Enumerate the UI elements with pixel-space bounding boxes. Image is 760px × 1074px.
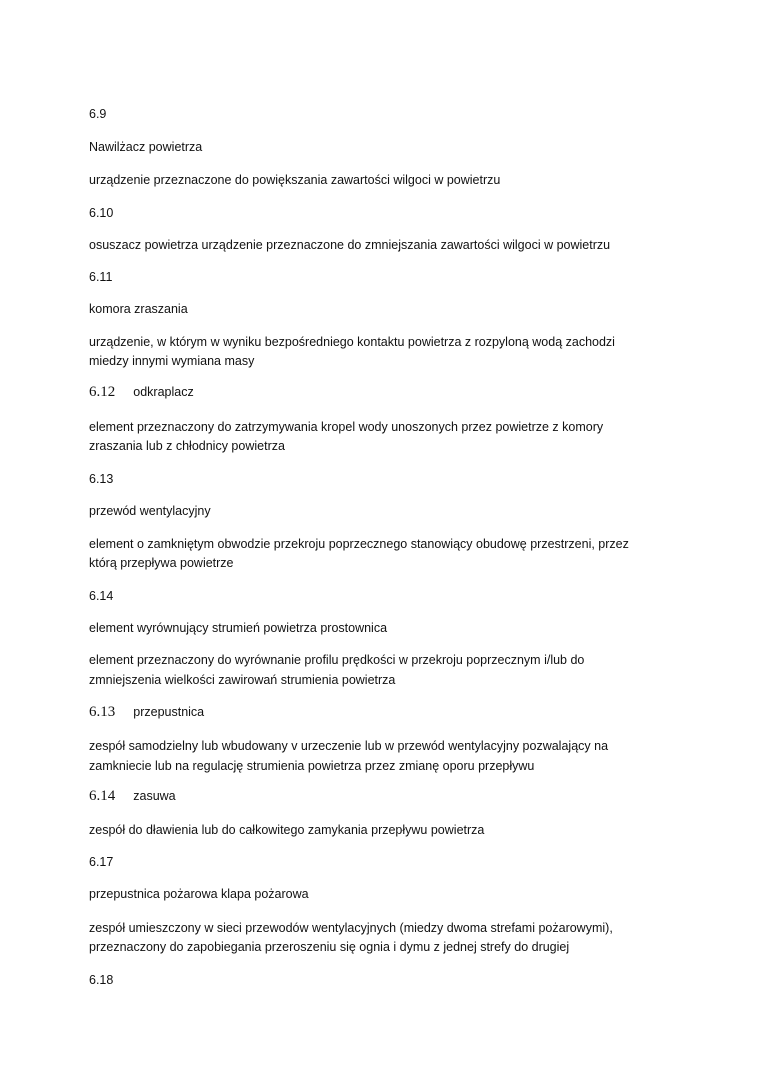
- term: zasuwa: [133, 789, 176, 803]
- section-number: 6.14: [89, 788, 116, 804]
- definition-line: przeznaczony do zapobiegania przeroszeniu się ognia i dymu z jednej strefy do drugiej: [89, 940, 570, 954]
- term: Nawilżacz powietrza: [89, 140, 203, 154]
- section-number: 6.17: [89, 855, 114, 869]
- definition-line: miedzy innymi wymiana masy: [89, 354, 255, 368]
- section-number: 6.13: [89, 704, 116, 720]
- definition-line: zraszania lub z chłodnicy powietrza: [89, 439, 285, 453]
- numbered-term: [89, 788, 176, 804]
- term: przepustnica pożarowa klapa pożarowa: [89, 887, 309, 901]
- definition-line: zamkniecie lub na regulację strumienia powietrza przez zmianę oporu przepływu: [89, 759, 535, 773]
- section-number: 6.10: [89, 206, 114, 220]
- term: przewód wentylacyjny: [89, 504, 211, 518]
- definition-line: urządzenie przeznaczone do powiększania zawartości wilgoci w powietrzu: [89, 173, 501, 187]
- section-number: 6.18: [89, 973, 114, 987]
- numbered-term: [89, 384, 194, 400]
- definition-line: zespół do dławienia lub do całkowitego zamykania przepływu powietrza: [89, 823, 485, 837]
- definition-line: element przeznaczony do wyrównanie profilu prędkości w przekroju poprzecznym i/lub do: [89, 653, 585, 667]
- section-number: 6.9: [89, 107, 107, 121]
- definition-line: zespół samodzielny lub wbudowany v urzeczenie lub w przewód wentylacyjny pozwalający na: [89, 739, 609, 753]
- section-number: 6.13: [89, 472, 114, 486]
- definition-line: którą przepływa powietrze: [89, 556, 234, 570]
- term: odkraplacz: [133, 385, 194, 399]
- term: przepustnica: [133, 705, 205, 719]
- section-number: 6.12: [89, 384, 116, 400]
- definition-line: element przeznaczony do zatrzymywania kropel wody unoszonych przez powietrze z komory: [89, 420, 604, 434]
- definition-line: urządzenie, w którym w wyniku bezpośredniego kontaktu powietrza z rozpyloną wodą zachodzi: [89, 335, 615, 349]
- term: komora zraszania: [89, 302, 188, 316]
- definition-line: osuszacz powietrza urządzenie przeznaczone do zmniejszania zawartości wilgoci w powietrzu: [89, 238, 611, 252]
- definition-line: zmniejszenia wielkości zawirowań strumienia powietrza: [89, 673, 396, 687]
- section-number: 6.14: [89, 589, 114, 603]
- definition-line: zespół umieszczony w sieci przewodów wentylacyjnych (miedzy dwoma strefami pożarowymi),: [89, 921, 613, 935]
- section-number: 6.11: [89, 270, 113, 284]
- numbered-term: [89, 704, 204, 720]
- term: element wyrównujący strumień powietrza prostownica: [89, 621, 388, 635]
- definition-line: element o zamkniętym obwodzie przekroju poprzecznego stanowiący obudowę przestrzeni, przez: [89, 537, 629, 551]
